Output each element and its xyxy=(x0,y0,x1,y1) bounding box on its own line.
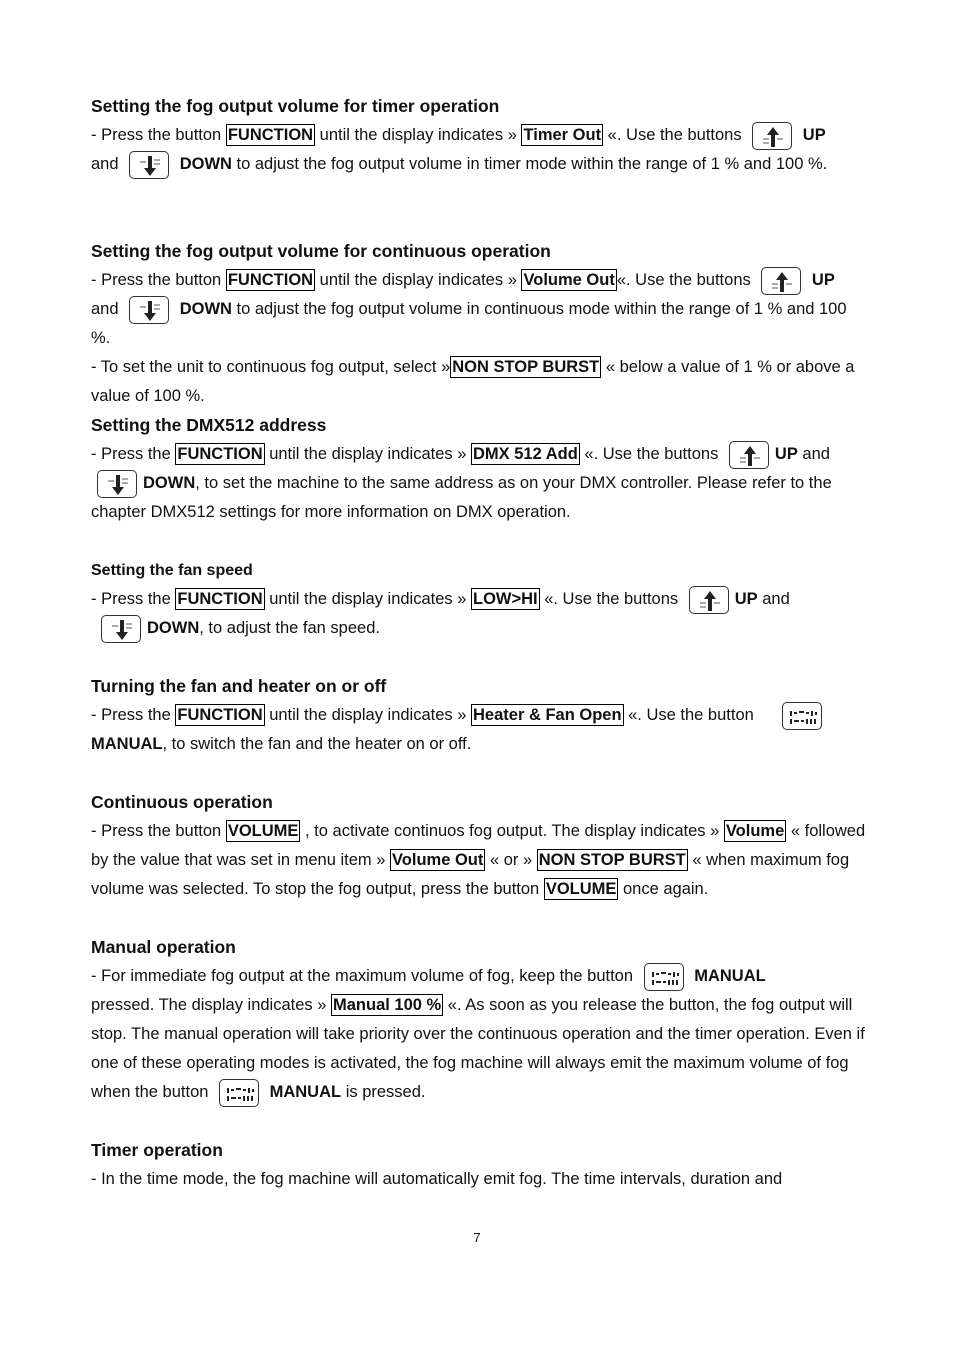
display-timer-out: Timer Out xyxy=(523,126,602,144)
display-function: FUNCTION xyxy=(227,126,314,144)
display-non-stop-burst: NON STOP BURST xyxy=(538,851,686,869)
page-number: 7 xyxy=(473,1230,481,1245)
manual-button-icon xyxy=(644,963,684,991)
display-volume-out: Volume Out xyxy=(392,851,484,869)
section-title-continuous-volume: Setting the fog output volume for continuous operation xyxy=(91,241,551,261)
display-low-hi: LOW>HI xyxy=(473,590,538,608)
section-title-timer-volume: Setting the fog output volume for timer operation xyxy=(91,96,500,116)
paragraph-continuous-volume: - Press the button FUNCTION until the display indicates » Volume Out «. Use the buttons UP and DOWN to adjust the fog output volume in continuous mode within the range of 1 % and 100 %. xyxy=(91,266,866,353)
down-button-icon xyxy=(101,615,141,643)
display-volume-caps: VOLUME xyxy=(227,822,299,840)
display-function: FUNCTION xyxy=(177,706,263,724)
paragraph-timer-operation: - In the time mode, the fog machine will automatically emit fog. The time intervals, duration and xyxy=(91,1170,783,1188)
display-heater-fan-open: Heater & Fan Open xyxy=(473,706,622,724)
section-title-fan-heater: Turning the fan and heater on or off xyxy=(91,676,387,696)
up-button-icon xyxy=(689,586,729,614)
down-button-icon xyxy=(97,470,137,498)
display-function: FUNCTION xyxy=(227,271,314,289)
manual-button-icon xyxy=(782,702,822,730)
section-title-timer-operation: Timer operation xyxy=(91,1140,223,1160)
paragraph-dmx: - Press the FUNCTION until the display indicates » DMX 512 Add «. Use the buttons UP and DOWN, to set the machine to the same address as on your DMX controller. Please refer to the chapter DMX512 settings for more information on DMX operation. xyxy=(91,440,866,527)
page-content xyxy=(91,92,866,1194)
paragraph-fan-heater: - Press the FUNCTION until the display indicates » Heater & Fan Open «. Use the button MANUAL, to switch the fan and the heater on or off. xyxy=(91,701,866,759)
display-non-stop-burst: NON STOP BURST xyxy=(452,358,600,376)
manual-button-icon xyxy=(219,1079,259,1107)
paragraph-manual-operation: - For immediate fog output at the maximum volume of fog, keep the button MANUAL pressed. The display indicates » Manual 100 % «. As soon as you release the button, the fog output will stop. The manual operation will take priority over the continuous operation and the timer operation. Even if one of these operating modes is activated, the fog machine will always emit the maximum volume of fog when the button MANUAL is pressed. xyxy=(91,962,866,1107)
section-title-manual-operation: Manual operation xyxy=(91,937,236,957)
display-function: FUNCTION xyxy=(177,445,263,463)
paragraph-non-stop: - To set the unit to continuous fog output, select » NON STOP BURST « below a value of 1 % or above a value of 100 %. xyxy=(91,358,855,405)
up-button-icon xyxy=(729,441,769,469)
section-title-continuous-operation: Continuous operation xyxy=(91,792,273,812)
up-button-icon xyxy=(761,267,801,295)
display-volume: Volume xyxy=(725,822,785,840)
display-function: FUNCTION xyxy=(177,590,263,608)
section-title-fan-speed: Setting the fan speed xyxy=(91,562,253,579)
paragraph-fan-speed: - Press the FUNCTION until the display indicates » LOW>HI «. Use the buttons UP and DOWN, to adjust the fan speed. xyxy=(91,585,866,643)
paragraph-continuous-operation: - Press the button VOLUME , to activate continuos fog output. The display indicates » Volume « followed by the value that was set in menu item » Volume Out « or » NON STOP BURST « when maximum fog volume was selected. To stop the fog output, press the button VOLUME once again. xyxy=(91,822,866,898)
down-button-icon xyxy=(129,151,169,179)
paragraph-timer-volume: - Press the button FUNCTION until the display indicates » Timer Out «. Use the buttons UP and DOWN to adjust the fog output volume in timer mode within the range of 1 % and 100 %. xyxy=(91,121,866,179)
down-button-icon xyxy=(129,296,169,324)
section-title-dmx: Setting the DMX512 address xyxy=(91,415,327,435)
display-dmx-512-add: DMX 512 Add xyxy=(473,445,578,463)
display-volume-caps: VOLUME xyxy=(545,880,617,898)
up-button-icon xyxy=(752,122,792,150)
display-volume-out: Volume Out xyxy=(523,271,615,289)
display-manual-100: Manual 100 % xyxy=(333,996,442,1014)
